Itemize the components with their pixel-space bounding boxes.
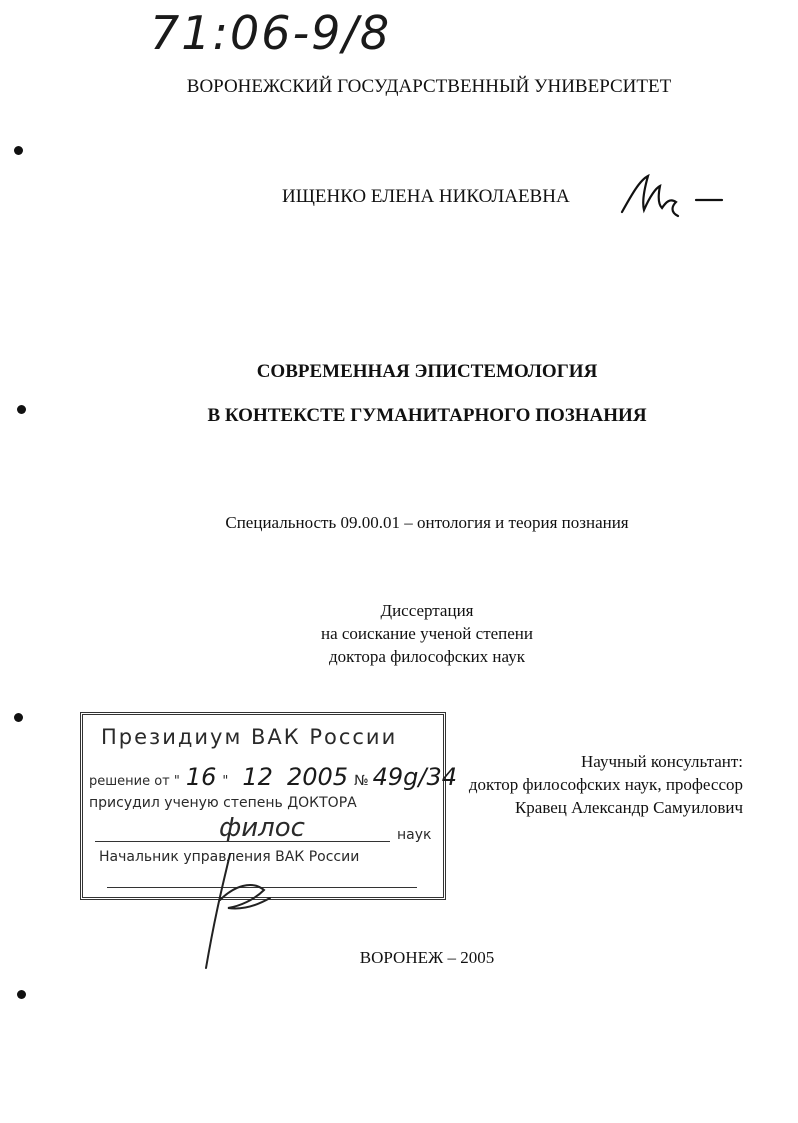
dissertation-title-line-1: СОВРЕМЕННАЯ ЭПИСТЕМОЛОГИЯ	[256, 361, 598, 382]
consultant-block	[469, 750, 743, 819]
stamp-number: 49g/34	[372, 763, 457, 791]
city-year: ВОРОНЕЖ – 2005	[359, 948, 495, 967]
university-name: ВОРОНЕЖСКИЙ ГОСУДАРСТВЕННЫЙ УНИВЕРСИТЕТ	[186, 76, 672, 97]
stamp-number-label: №	[354, 773, 369, 789]
dissertation-title-line-2: В КОНТЕКСТЕ ГУМАНИТАРНОГО ПОЗНАНИЯ	[207, 405, 647, 426]
stamp-decision-line: решение от " 16 " 12 2005 № 49g/34	[89, 763, 457, 791]
binding-mark	[14, 146, 23, 155]
stamp-science-label: наук	[397, 827, 432, 843]
binding-mark	[17, 405, 26, 414]
author-signature	[618, 172, 728, 232]
consultant-degree: доктор философских наук, профессор	[468, 775, 743, 794]
stamp-title: Президиум ВАК России	[101, 725, 398, 749]
stamp-field: филос	[219, 813, 305, 843]
stamp-year: 2005	[286, 763, 349, 791]
degree-name: доктора философских наук	[329, 647, 525, 666]
consultant-label: Научный консультант:	[581, 752, 743, 771]
stamp-awarded-line: присудил ученую степень ДОКТОРА	[89, 795, 357, 811]
dissertation-label: Диссертация	[380, 601, 474, 620]
stamp-day: 16	[185, 763, 217, 791]
specialty: Специальность 09.00.01 – онтология и теория познания	[225, 513, 629, 532]
stamp-decision-label: решение от "	[89, 774, 180, 789]
stamp-month: 12	[242, 763, 273, 791]
binding-mark	[14, 713, 23, 722]
archive-number: 71:06-9/8	[150, 6, 392, 60]
degree-purpose: на соискание ученой степени	[320, 624, 534, 643]
stamp-field-underline	[95, 841, 390, 842]
stamp-head-line: Начальник управления ВАК России	[99, 849, 360, 865]
binding-mark	[17, 990, 26, 999]
consultant-name: Кравец Александр Самуилович	[514, 798, 743, 817]
author-name: ИЩЕНКО ЕЛЕНА НИКОЛАЕВНА	[282, 186, 570, 207]
